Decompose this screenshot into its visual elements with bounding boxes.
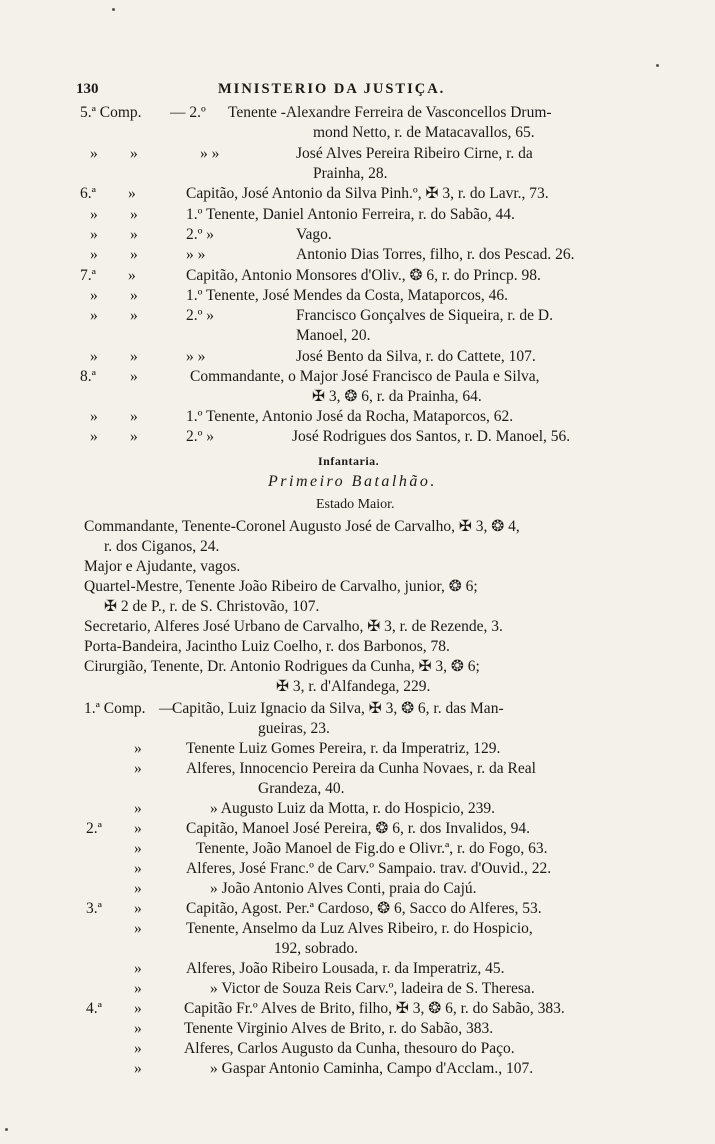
list-item: Porta-Bandeira, Jacintho Luiz Coelho, r. dos Barbonos, 78. [84, 638, 450, 655]
list-item: ✠ 3, r. d'Alfandega, 229. [276, 678, 431, 695]
section-heading: Infantaria. [318, 454, 380, 468]
list-item: Commandante, Tenente-Coronel Augusto José de Carvalho, ✠ 3, ❂ 4, [84, 518, 520, 535]
list-item: ✠ 2 de P., r. de S. Christovão, 107. [104, 598, 320, 615]
document-page: 130 MINISTERIO DA JUSTIÇA. 5.ª Comp. — 2.º Tenente -Alexandre Ferreira de Vasconcellos Drum- mond Netto, r. de Matacavallos, 65. » » » » José Alves Pereira Ribeiro Cirne, r. da Prainha, 28. 6.ª » Capitão, José Antonio da Silva Pinh.º, ✠ 3, r. do Lavr., 73. » » 1.º Tenente, Daniel Antonio Ferreira, r. do Sabão, 44. » » 2.º » Vago. » » » » Antonio Dias Torres, filho, r. dos Pescad. 26. 7.ª » Capitão, Antonio Monsores d'Oliv., ❂ 6, r. do Princp. 98. » » 1.º Tenente, José Mendes da Costa, Mataporcos, 46. » » 2.º » Francisco Gonçalves de Siqueira, r. de D. Manoel, 20. » » » » José Bento da Silva, r. do Cattete, 107. 8.ª » Commandante, o Major José Francisco de Paula e Silva, ✠ 3, ❂ 6, r. da Prainha, 64. » » 1.º Tenente, Antonio José da Rocha, Mataporcos, 62. » » 2.º » José Rodrigues dos Santos, r. D. Manoel, 56. Infantaria. Primeiro Batalhão. Estado Maior. Commandante, Tenente-Coronel Augusto José de Carvalho, ✠ 3, ❂ 4, r. dos Ciganos, 24. Major e Ajudante, vagos. Quartel-Mestre, Tenente João Ribeiro de Carvalho, junior, ❂ 6; ✠ 2 de P., r. de S. Christovão, 107. Secretario, Alferes José Urbano de Carvalho, ✠ 3, r. de Rezende, 3. Porta-Bandeira, Jacintho Luiz Coelho, r. dos Barbonos, 78. Cirurgião, Tenente, Dr. Antonio Rodrigues da Cunha, ✠ 3, ❂ 6; ✠ 3, r. d'Alfandega, 229. 1.ª Comp. — Capitão, Luiz Ignacio da Silva, ✠ 3, ❂ 6, r. das Man- gueiras, 23. » Tenente Luiz Gomes Pereira, r. da Imperatriz, 129. » Alferes, Innocencio Pereira da Cunha Novaes, r. da Real Grandeza, 40. » » Augusto Luiz da Motta, r. do Hospicio, 239. 2.ª » Capitão, Manoel José Pereira, ❂ 6, r. dos Invalidos, 94. » Tenente, João Manoel de Fig.do e Olivr.ª, r. do Fogo, 63. » Alferes, José Franc.º de Carv.º Sampaio. trav. d'Ouvid., 22. » » João Antonio Alves Conti, praia do Cajú. 3.ª » Capitão, Agost. Per.ª Cardoso, ❂ 6, Sacco do Alferes, 53. » Tenente, Anselmo da Luz Alves Ribeiro, r. do Hospicio, 192, sobrado. » Alferes, João Ribeiro Lousada, r. da Imperatriz, 45. » » Victor de Souza Reis Carv.º, ladeira de S. Theresa. 4.ª » Capitão Fr.º Alves de Brito, filho, ✠ 3, ❂ 6, r. do Sabão, 383. » Tenente Virginio Alves de Brito, r. do Sabão, 383. » Alferes, Carlos Augusto da Cunha, thesouro do Paço. » » Gaspar Antonio Caminha, Campo d'Acclam., 107. [0, 0, 715, 1144]
list-item: Cirurgião, Tenente, Dr. Antonio Rodrigues da Cunha, ✠ 3, ❂ 6; [84, 658, 480, 675]
page-number: 130 [76, 81, 99, 97]
paper-speck [656, 64, 659, 67]
battalion-title: Primeiro Batalhão. [268, 473, 437, 490]
paper-speck [112, 8, 115, 11]
running-title: MINISTERIO DA JUSTIÇA. [218, 81, 446, 97]
list-item: Quartel-Mestre, Tenente João Ribeiro de Carvalho, junior, ❂ 6; [84, 578, 478, 595]
staff-heading: Estado Maior. [316, 497, 395, 512]
list-item: Secretario, Alferes José Urbano de Carvalho, ✠ 3, r. de Rezende, 3. [84, 618, 503, 635]
list-item: r. dos Ciganos, 24. [104, 538, 220, 555]
list-item: Major e Ajudante, vagos. [84, 558, 241, 575]
paper-speck [5, 1128, 8, 1131]
